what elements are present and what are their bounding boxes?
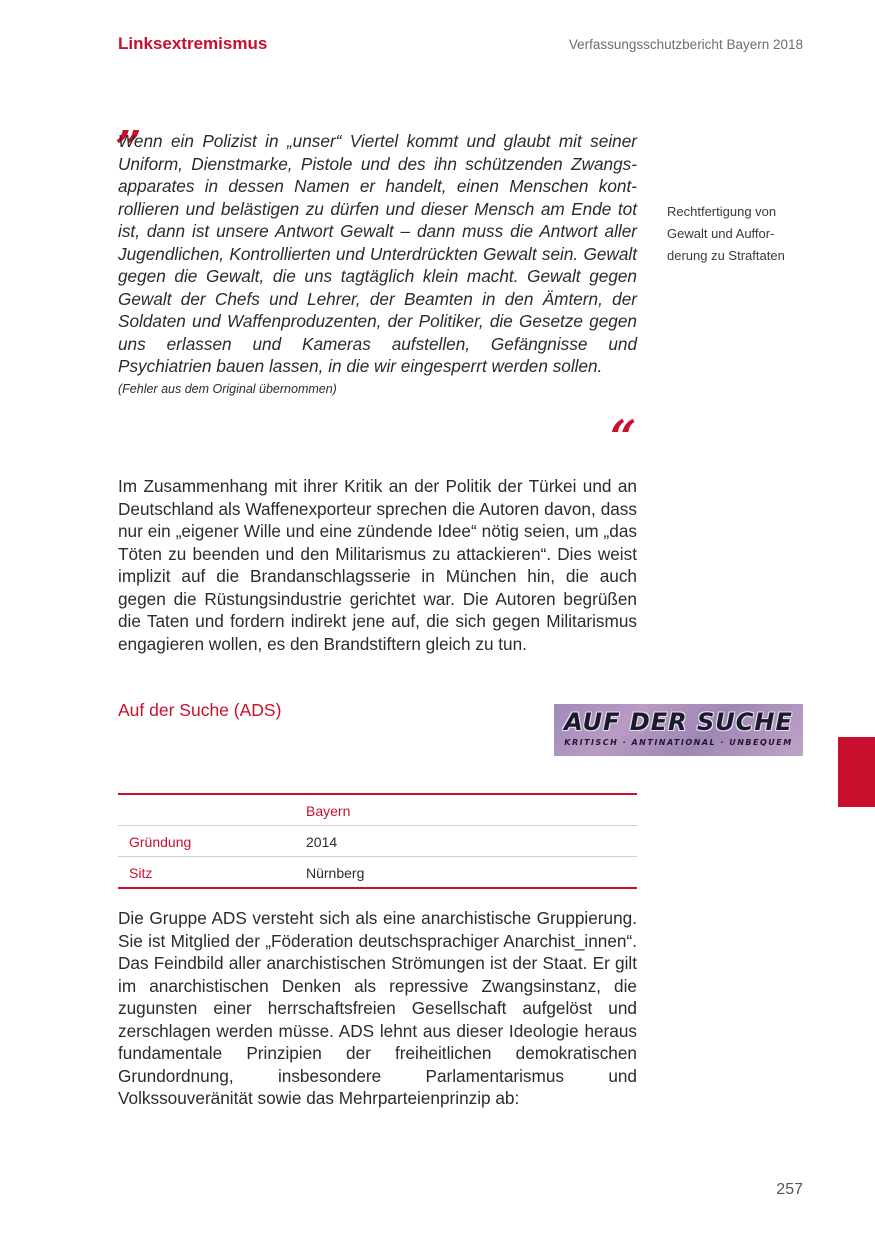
chapter-side-tab (838, 737, 875, 807)
ads-logo-main-text: AUF DER SUCHE (564, 708, 793, 736)
table-row (118, 856, 637, 887)
table-header-bayern: Bayern (306, 803, 351, 819)
table-header-row (118, 795, 637, 825)
table-value-sitz: Nürnberg (306, 865, 365, 881)
margin-note: Rechtfertigung von Gewalt und Aufforderung zu Straftaten (667, 204, 785, 263)
quote-note: (Fehler aus dem Original übernommen) (118, 382, 337, 396)
subheading-ads: Auf der Suche (ADS) (118, 700, 282, 720)
page-number: 257 (776, 1181, 803, 1198)
ads-logo-sub-text: KRITISCH · ANTINATIONAL · UNBEQUEM (564, 738, 793, 747)
body-paragraph-2: Die Gruppe ADS versteht sich als eine anarchistische Gruppierung. Sie ist Mitglied der „Föderation deutschsprachiger Anarchist_innen“. Das Feindbild aller anarchistischen Strömungen ist der Staat. Er gilt im anarchistischen Denken als repressive Zwangsinstanz, die zugunsten einer herrschaftsfreien Gesellschaft aufgelöst und zerschlagen werden müsse. ADS lehnt aus dieser Ideologie heraus fundamentale Prinzipien der freiheitlichen demokratischen Grundordnung, insbesondere Parlamentarismus und Volkssouveränität sowie das Mehrparteienprinzip ab: (118, 908, 637, 1108)
table-label-gruendung: Gründung (129, 834, 192, 850)
quote-open-mark: „ (116, 94, 143, 148)
document-title: Verfassungsschutzbericht Bayern 2018 (568, 37, 803, 52)
section-title: Linksextremismus (118, 34, 268, 53)
table-value-gruendung: 2014 (306, 834, 338, 850)
table-label-sitz: Sitz (129, 865, 153, 881)
body-paragraph-1: Im Zusammenhang mit ihrer Kritik an der Politik der Türkei und an Deutschland als Waffenexporteur sprechen die Autoren davon, dass nur ein „eigener Wille und eine zündende Idee“ nötig seien, um „das Töten zu beenden und den Militarismus zu attackieren“. Dies weist implizit auf die Brandanschlagsserie in München hin, die auch gegen die Rüstungsindustrie gerichtet war. Die Autoren begrüßen die Taten und fordern indirekt jene auf, die sich gegen Militarismus engagieren wollen, es den Brandstiftern gleich zu tun. (118, 476, 637, 654)
table-row (118, 825, 637, 856)
organization-info-table (118, 793, 637, 889)
ads-logo (554, 704, 803, 756)
quote-text: Wenn ein Polizist in „unser“ Viertel kommt und glaubt mit seiner Uniform, Dienstmarke, Pistole und des ihn schützenden Zwangsapparates in dessen Namen er handelt, einen Menschen kontrollieren und belästigen zu dürfen und dieser Mensch am Ende tot ist, dann ist unsere Antwort Gewalt – dann muss die Antwort aller Jugendlichen, Kontrollierten und Unterdrückten Gewalt sein. Gewalt gegen die Gewalt, die uns tagtäglich klein macht. Gewalt gegen Gewalt der Chefs und Lehrer, der Beamten in den Ämtern, der Soldaten und Waffenproduzenten, der Politiker, die Gesetze gegen uns erlassen und Kameras aufstellen, Gefängnisse und Psychiatrien bauen lassen, in die wir eingesperrt werden sollen. (118, 131, 637, 376)
quote-close-mark: “ (610, 410, 637, 464)
